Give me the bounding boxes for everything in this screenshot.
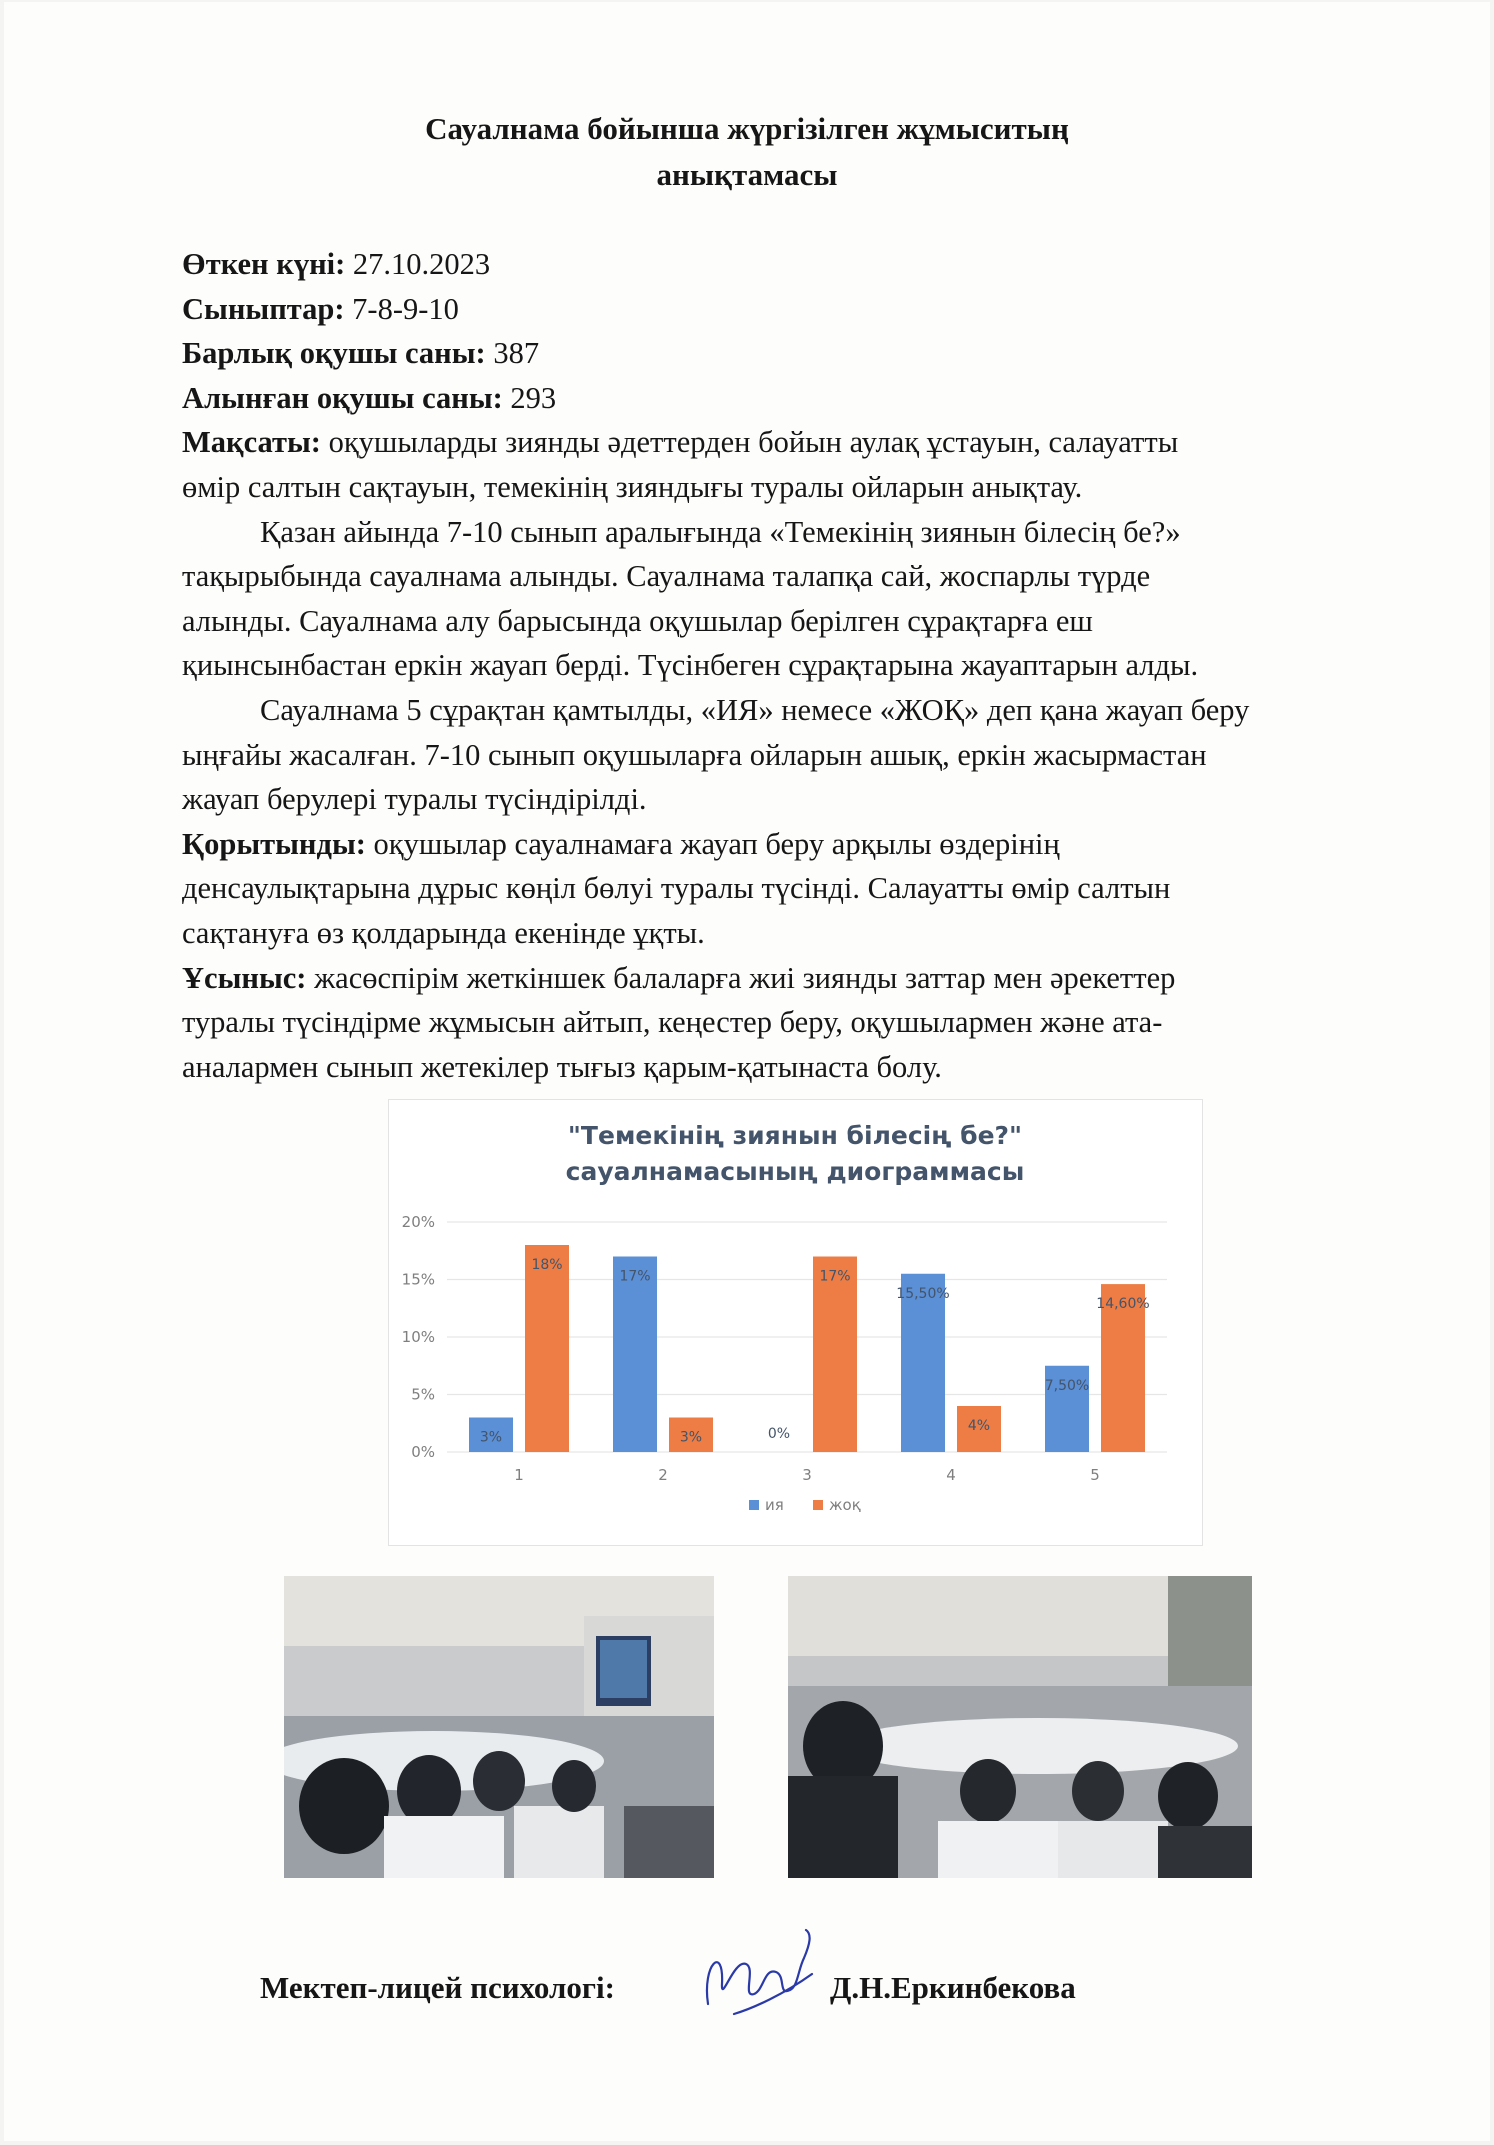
data-label-ия-1: 3% xyxy=(479,1429,503,1446)
legend-label-ия: ия xyxy=(765,1496,784,1514)
surveyed-students-line xyxy=(182,376,1407,421)
bar-жоқ-3 xyxy=(813,1257,857,1453)
paragraph-1-line-1: Қазан айында 7-10 сынып аралығында «Темекінің зиянын білесің бе?» xyxy=(260,514,1181,549)
chart-title-line-1: "Темекінің зиянын білесің бе?" xyxy=(567,1121,1023,1150)
chart-canvas xyxy=(389,1100,1202,1545)
data-label-ия-5: 7,50% xyxy=(1044,1377,1090,1394)
date-label: Өткен күні: xyxy=(182,247,346,281)
data-label-ия-4: 15,50% xyxy=(896,1285,950,1302)
document-page xyxy=(4,2,1490,2141)
conclusion-label: Қорытынды: xyxy=(182,826,366,861)
signature-block xyxy=(4,1952,1494,2042)
goal-label: Мақсаты: xyxy=(182,425,321,460)
classes-label: Сыныптар: xyxy=(182,291,345,326)
bar-жоқ-1 xyxy=(525,1245,569,1452)
goal-line-1 xyxy=(182,420,1407,465)
classroom-photo-1-image xyxy=(284,1576,714,1878)
survey-bar-chart xyxy=(388,1099,1203,1546)
total-students-value: 387 xyxy=(485,336,540,371)
paragraph-2-line-3: жауап берулері туралы түсіндірілді. xyxy=(182,782,647,817)
x-tick-label: 4 xyxy=(946,1466,956,1484)
signer-name: Д.Н.Еркинбекова xyxy=(830,1970,1076,2005)
proposal-text-1: жасөспірім жеткіншек балаларға жиі зиянды заттар мен әрекеттер xyxy=(306,960,1176,995)
paragraph-1-line-2: тақырыбында сауалнама алынды. Сауалнама талапқа сай, жоспарлы түрде xyxy=(182,559,1151,594)
document-title xyxy=(4,106,1490,198)
y-tick-label: 0% xyxy=(411,1443,435,1461)
paragraph-1-line-3: алынды. Сауалнама алу барысында оқушылар берілген сұрақтарға еш xyxy=(182,603,1093,638)
data-label-жоқ-1: 18% xyxy=(531,1257,563,1273)
classes-line xyxy=(182,287,1407,332)
document-body xyxy=(182,242,1407,1089)
classroom-photo-1 xyxy=(284,1576,714,1878)
proposal-line-2: туралы түсіндірме жұмысын айтып, кеңестер беру, оқушылармен және ата- xyxy=(182,1005,1163,1040)
conclusion-line-2: денсаулықтарына дұрыс көңіл бөлуі туралы түсінді. Салауатты өмір салтын xyxy=(182,871,1171,906)
conclusion-line-1 xyxy=(182,822,1407,867)
x-tick-label: 1 xyxy=(514,1466,524,1484)
paragraph-1-line-4: қиынсынбастан еркін жауап берді. Түсінбеген сұрақтарына жауаптарын алды. xyxy=(182,648,1199,683)
conclusion-line-3: сақтануға өз қолдарында екенінде ұқты. xyxy=(182,915,705,950)
data-label-жоқ-2: 3% xyxy=(679,1429,703,1446)
surveyed-students-value: 293 xyxy=(502,380,557,415)
title-line-2: анықтамасы xyxy=(656,157,838,192)
proposal-line-3: аналармен сынып жетекілер тығыз қарым-қатынаста болу. xyxy=(182,1049,942,1084)
classroom-photo-2 xyxy=(788,1576,1252,1878)
total-students-label: Барлық оқушы саны: xyxy=(182,336,486,371)
paragraph-2-line-2: ыңғайы жасалған. 7-10 сынып оқушыларға ойларын ашық, еркін жасырмастан xyxy=(182,737,1207,772)
total-students-line xyxy=(182,331,1407,376)
date-value: 27.10.2023 xyxy=(345,247,491,281)
signer-role: Мектеп-лицей психологі: xyxy=(260,1970,615,2005)
classroom-photo-2-image xyxy=(788,1576,1252,1878)
chart-title-line-2: сауалнамасының диограммасы xyxy=(565,1157,1025,1186)
data-label-жоқ-3: 17% xyxy=(819,1268,851,1285)
x-tick-label: 3 xyxy=(802,1466,812,1484)
legend-swatch-жоқ xyxy=(813,1500,823,1510)
x-tick-label: 5 xyxy=(1090,1466,1100,1484)
y-tick-label: 20% xyxy=(401,1213,435,1231)
conclusion-text-1: оқушылар сауалнамаға жауап беру арқылы өздерінің xyxy=(365,826,1060,861)
data-label-жоқ-4: 4% xyxy=(967,1418,991,1434)
bar-ия-2 xyxy=(613,1257,657,1453)
proposal-line-1 xyxy=(182,956,1407,1001)
title-line-1: Сауалнама бойынша жүргізілген жұмыситың xyxy=(425,111,1069,146)
y-tick-label: 5% xyxy=(411,1385,435,1404)
legend-swatch-ия xyxy=(749,1500,759,1510)
classes-value: 7-8-9-10 xyxy=(344,291,459,326)
data-label-жоқ-5: 14,60% xyxy=(1096,1296,1150,1313)
y-tick-label: 15% xyxy=(401,1270,435,1289)
date-line xyxy=(182,242,1407,287)
proposal-label: Ұсыныс: xyxy=(182,960,307,995)
x-tick-label: 2 xyxy=(658,1466,668,1484)
data-label-ия-3: 0% xyxy=(767,1426,791,1442)
y-tick-label: 10% xyxy=(401,1328,435,1346)
legend-label-жоқ: жоқ xyxy=(829,1496,861,1514)
data-label-ия-2: 17% xyxy=(619,1268,651,1285)
goal-text-1: оқушыларды зиянды әдеттерден бойын аулақ ұстауын, салауатты xyxy=(320,425,1179,460)
surveyed-students-label: Алынған оқушы саны: xyxy=(182,380,503,415)
handwritten-signature xyxy=(694,1924,824,2034)
goal-line-2: өмір салтын сақтауын, темекінің зияндығы туралы ойларын анықтау. xyxy=(182,469,1083,504)
paragraph-2-line-1: Сауалнама 5 сұрақтан қамтылды, «ИЯ» немесе «ЖОҚ» деп қана жауап беру xyxy=(260,692,1250,727)
